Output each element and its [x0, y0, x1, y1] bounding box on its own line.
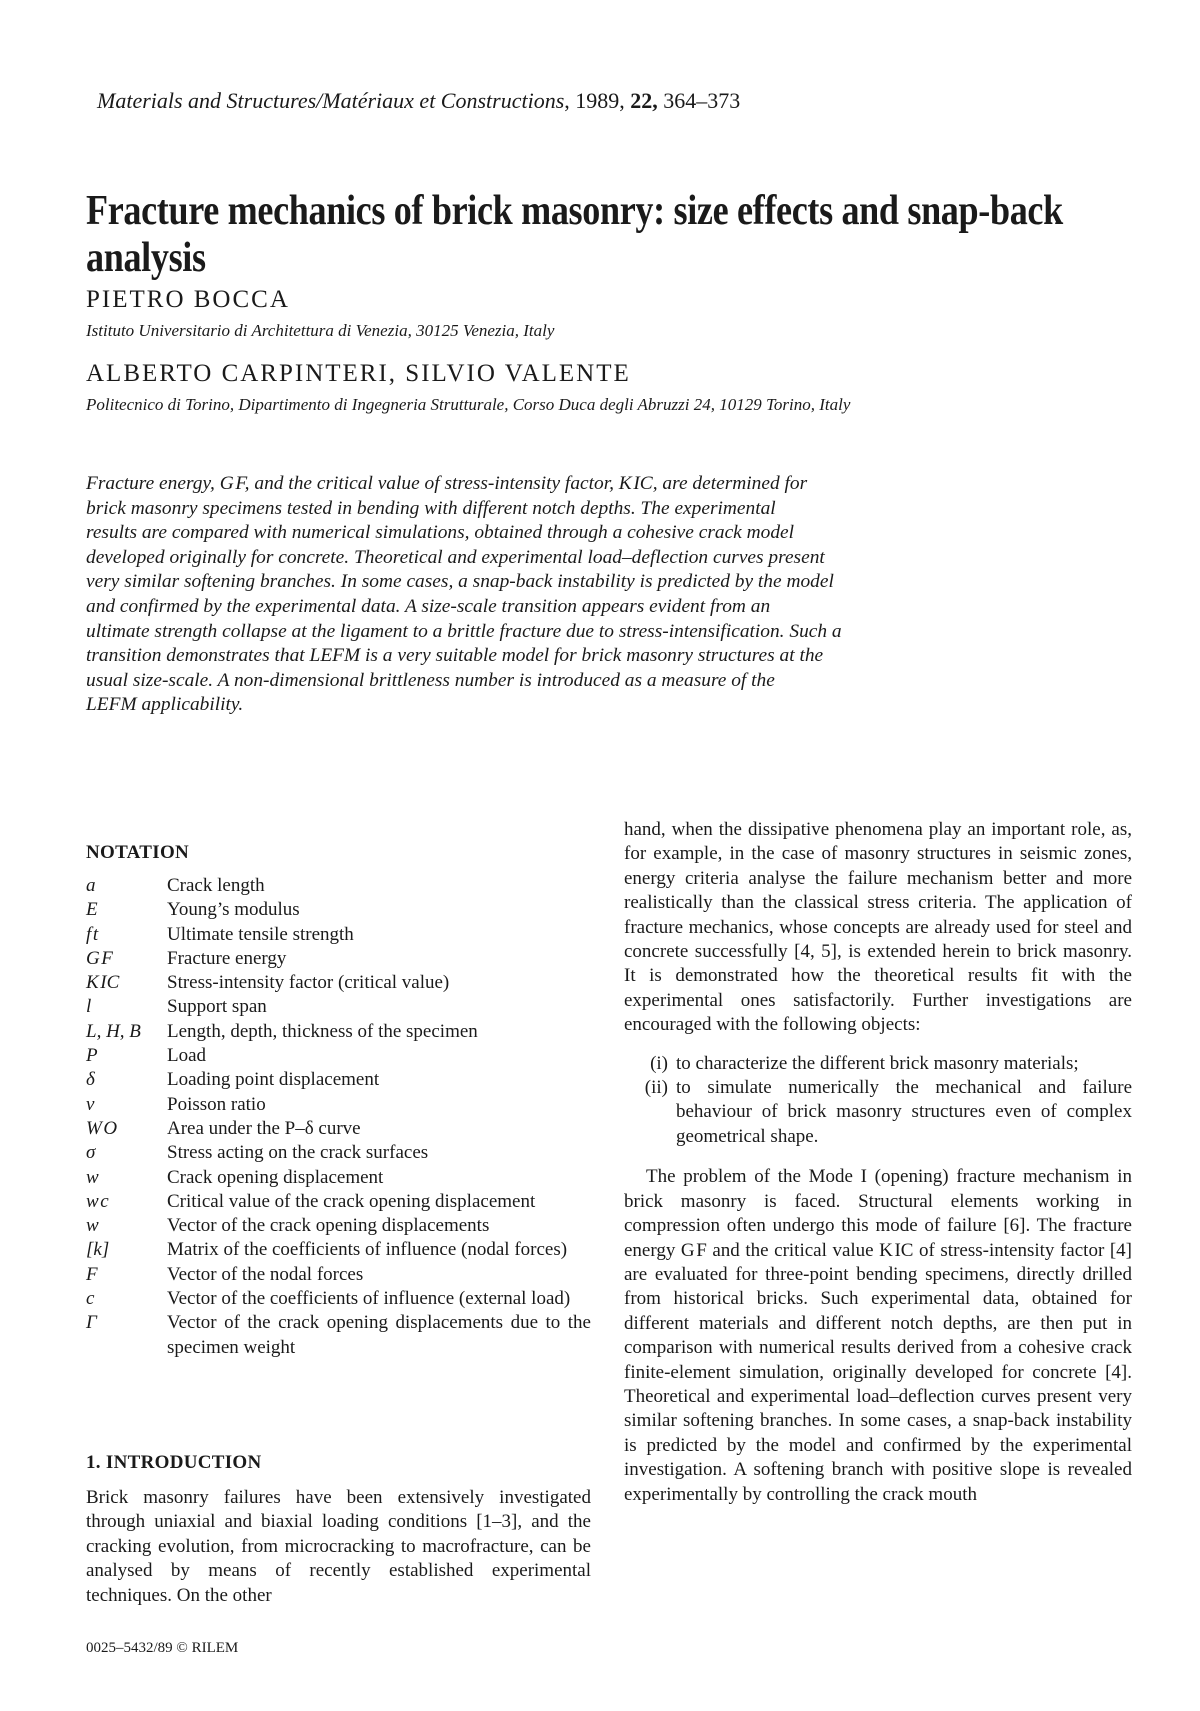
notation-description: Area under the P–δ curve — [167, 1117, 361, 1139]
notation-symbol: Γ — [86, 1312, 97, 1334]
notation-description: Critical value of the crack opening displacement — [167, 1190, 536, 1212]
notation-description: Young’s modulus — [167, 899, 300, 921]
notation-row — [86, 898, 591, 922]
author-affiliation-1: Istituto Universitario di Architettura di Venezia, 30125 Venezia, Italy — [86, 321, 555, 340]
notation-row — [86, 1117, 591, 1141]
notation-row — [86, 1093, 591, 1117]
abstract-line: results are compared with numerical simulations, obtained through a cohesive crack model — [86, 522, 795, 544]
notation-row — [86, 1287, 591, 1311]
abstract — [86, 472, 916, 718]
abstract-line: usual size-scale. A non-dimensional brittleness number is introduced as a measure of the — [86, 669, 775, 691]
abstract-line: developed originally for concrete. Theoretical and experimental load–deflection curves present — [86, 546, 825, 568]
notation-row — [86, 1166, 591, 1190]
notation-row — [86, 1238, 591, 1262]
notation-description: Crack opening displacement — [167, 1166, 384, 1188]
notation-symbol: W O — [86, 1117, 118, 1139]
author-names-1: PIETRO BOCCA — [86, 286, 290, 313]
list-item-number: (ii) — [644, 1077, 668, 1099]
list-item-number: (i) — [650, 1052, 668, 1074]
notation-description: Fracture energy — [167, 947, 287, 969]
notation-row — [86, 1141, 591, 1165]
notation-row — [86, 874, 591, 898]
body-paragraph: hand, when the dissipative phenomena play an important role, as, for example, in the case of masonry structures in seismic zones, energy criteria analyse the failure mechanism better and more realistically than the classical stress criteria. The application of fracture mechanics, whose concepts are already used for steel and concrete successfully [4, 5], is extended herein to brick masonry. It is demonstrated how the theoretical results fit with the experimental ones satisfactorily. Further investigations are encouraged with the following objects: — [624, 819, 1132, 1036]
notation-symbol: σ — [86, 1142, 96, 1164]
notation-description: Vector of the crack opening displacements — [167, 1215, 490, 1237]
notation-list — [86, 874, 591, 1360]
objects-list — [624, 1052, 1132, 1150]
notation-description: Matrix of the coefficients of influence (nodal forces) — [167, 1239, 568, 1261]
author-names-2: ALBERTO CARPINTERI, SILVIO VALENTE — [86, 360, 631, 387]
notation-row — [86, 923, 591, 947]
notation-description: Loading point displacement — [167, 1069, 380, 1091]
notation-description: Load — [167, 1045, 207, 1067]
introduction-section — [86, 1452, 591, 1608]
notation-symbol: c — [86, 1288, 95, 1310]
notation-section — [86, 842, 591, 1360]
journal-citation: Materials and Structures/Matériaux et Constructions, 1989, 22, 364–373 — [97, 88, 741, 113]
notation-row — [86, 1044, 591, 1068]
notation-row — [86, 995, 591, 1019]
notation-symbol: F — [86, 1263, 98, 1285]
notation-symbol: ν — [86, 1093, 95, 1115]
journal-pages: 364–373 — [663, 88, 741, 113]
notation-description: Poisson ratio — [167, 1093, 266, 1115]
abstract-line: transition demonstrates that LEFM is a very suitable model for brick masonry structures at the — [86, 645, 824, 667]
paper-title: Fracture mechanics of brick masonry: size effects and snap-back analysis — [86, 188, 1063, 281]
notation-row — [86, 1068, 591, 1092]
journal-year: 1989, — [575, 88, 625, 113]
abstract-line: brick masonry specimens tested in bending with different notch depths. The experimental — [86, 497, 776, 519]
journal-name: Materials and Structures/Matériaux et Constructions — [97, 88, 565, 113]
notation-row — [86, 1263, 591, 1287]
notation-symbol: f t — [86, 923, 99, 945]
notation-symbol: w — [86, 1166, 99, 1188]
list-item-text: to simulate numerically the mechanical and failure behaviour of brick masonry structures even of complex geometrical shape. — [676, 1077, 1132, 1147]
notation-description: Ultimate tensile strength — [167, 923, 354, 945]
notation-row — [86, 947, 591, 971]
abstract-line: very similar softening branches. In some cases, a snap-back instability is predicted by the model — [86, 571, 834, 593]
right-column — [624, 818, 1132, 1507]
introduction-paragraph: Brick masonry failures have been extensively investigated through uniaxial and biaxial loading conditions [1–3], and the cracking evolution, from microcracking to macrofracture, can be analysed by means of recently established experimental techniques. On the other — [86, 1487, 591, 1606]
notation-heading: NOTATION — [86, 842, 190, 863]
notation-description: Vector of the crack opening displacements due to the specimen weight — [167, 1312, 591, 1358]
notation-description: Vector of the coefficients of influence (external load) — [167, 1288, 571, 1310]
notation-symbol: K IC — [86, 972, 120, 994]
abstract-line: ultimate strength collapse at the ligament to a brittle fracture due to stress-intensification. Such a — [86, 620, 842, 642]
notation-description: Stress acting on the crack surfaces — [167, 1142, 429, 1164]
body-paragraph: The problem of the Mode I (opening) fracture mechanism in brick masonry is faced. Structural elements working in compression often undergo this mode of failure [6]. The fracture energy G F and the critical value K IC of stress-intensity factor [4] are evaluated for three-point bending specimens, directly drilled from historical bricks. Such experimental data, obtained for different materials and different notch depths, are then put in comparison with numerical results derived from a cohesive crack finite-element simulation, originally developed for concrete [4]. Theoretical and experimental load–deflection curves present very similar softening branches. In some cases, a snap-back instability is predicted by the model and confirmed by the experimental investigation. A softening branch with positive slope is revealed experimentally by controlling the crack mouth — [624, 1166, 1132, 1505]
notation-symbol: G F — [86, 947, 113, 969]
author-affiliation-2: Politecnico di Torino, Dipartimento di Ingegneria Strutturale, Corso Duca degli Abruzzi 24, 10129 Torino, Italy — [86, 395, 851, 414]
abstract-line: and confirmed by the experimental data. A size-scale transition appears evident from an — [86, 595, 771, 617]
notation-row — [86, 1214, 591, 1238]
notation-description: Support span — [167, 996, 267, 1018]
notation-description: Length, depth, thickness of the specimen — [167, 1020, 478, 1042]
notation-symbol: δ — [86, 1069, 95, 1091]
notation-symbol: a — [86, 875, 96, 896]
notation-row — [86, 971, 591, 995]
notation-symbol: [k] — [86, 1239, 110, 1261]
notation-symbol: L, H, B — [86, 1020, 141, 1042]
notation-symbol: w c — [86, 1190, 109, 1212]
introduction-heading: 1. INTRODUCTION — [86, 1452, 262, 1473]
journal-volume: 22, — [630, 88, 658, 113]
notation-description: Vector of the nodal forces — [167, 1263, 364, 1285]
notation-symbol: l — [86, 996, 92, 1018]
notation-row — [86, 1311, 591, 1360]
notation-symbol: P — [86, 1045, 98, 1067]
list-item — [624, 1076, 1132, 1149]
notation-symbol: w — [86, 1215, 99, 1237]
notation-row — [86, 1190, 591, 1214]
notation-description: Stress-intensity factor (critical value) — [167, 972, 450, 994]
notation-symbol: E — [86, 899, 98, 921]
notation-description: Crack length — [167, 875, 265, 896]
list-item — [624, 1052, 1132, 1076]
list-item-text: to characterize the different brick masonry materials; — [676, 1052, 1079, 1074]
notation-row — [86, 1020, 591, 1044]
abstract-line: LEFM applicability. — [86, 694, 244, 716]
abstract-line: Fracture energy, G F, and the critical value of stress-intensity factor, K IC, are determined for — [86, 473, 808, 494]
copyright-footer: 0025–5432/89 © RILEM — [86, 1640, 239, 1656]
